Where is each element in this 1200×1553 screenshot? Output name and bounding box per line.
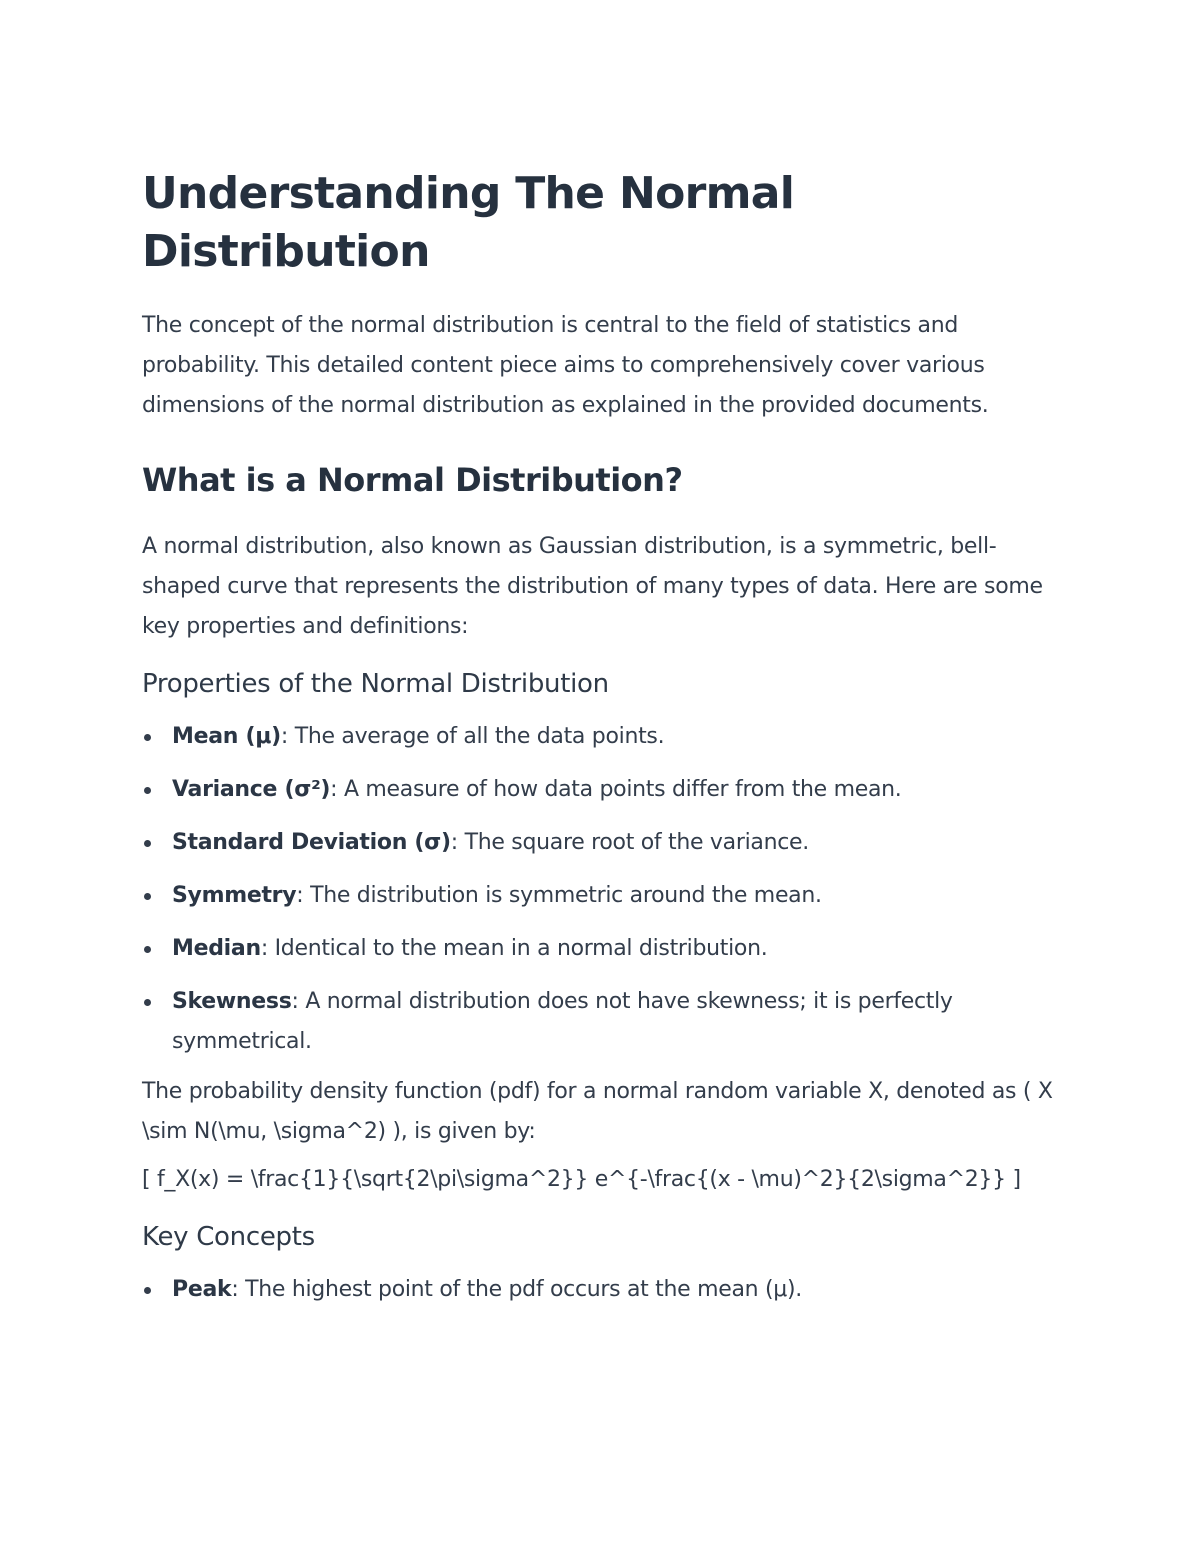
list-item-description: : A normal distribution does not have skewness; it is perfectly symmetrical. [172, 989, 953, 1054]
bullet-icon [144, 734, 151, 741]
pdf-formula: [ f_X(x) = \frac{1}{\sqrt{2\pi\sigma^2}} e^{-\frac{(x - \mu)^2}{2\sigma^2}} ] [142, 1167, 1021, 1192]
list-item-description: : The average of all the data points. [280, 724, 665, 749]
intro-paragraph: The concept of the normal distribution is central to the field of statistics and probability. This detailed content piece aims to comprehensively cover various dimensions of the normal distribution as explained in the provided documents. [142, 313, 989, 418]
properties-list [142, 717, 1060, 1062]
list-item-term: Mean (μ) [172, 724, 281, 749]
section-heading-what-is: What is a Normal Distribution? [142, 461, 683, 499]
page-title: Understanding The Normal Distribution [142, 168, 795, 277]
list-item-term: Skewness [172, 989, 292, 1014]
bullet-icon [144, 787, 151, 794]
key-concepts-list [142, 1270, 1060, 1310]
list-item [142, 982, 1060, 1062]
list-item-term: Peak [172, 1277, 232, 1302]
bullet-icon [144, 999, 151, 1006]
list-item-term: Variance (σ²) [172, 777, 331, 802]
list-item-term: Symmetry [172, 883, 297, 908]
list-item [142, 717, 1060, 757]
list-item [142, 770, 1060, 810]
subheading-properties: Properties of the Normal Distribution [142, 669, 609, 699]
list-item-description: : The highest point of the pdf occurs at the mean (μ). [231, 1277, 802, 1302]
list-item [142, 1270, 1060, 1310]
list-item-term: Standard Deviation (σ) [172, 830, 451, 855]
list-item-description: : A measure of how data points differ from the mean. [330, 777, 902, 802]
list-item-description: : The distribution is symmetric around the mean. [296, 883, 822, 908]
subheading-key-concepts: Key Concepts [142, 1222, 315, 1252]
bullet-icon [144, 946, 151, 953]
bullet-icon [144, 1287, 151, 1294]
list-item-description: : The square root of the variance. [450, 830, 809, 855]
bullet-icon [144, 840, 151, 847]
list-item-description: : Identical to the mean in a normal distribution. [260, 936, 768, 961]
list-item [142, 823, 1060, 863]
bullet-icon [144, 893, 151, 900]
list-item [142, 876, 1060, 916]
list-item [142, 929, 1060, 969]
definition-paragraph: A normal distribution, also known as Gaussian distribution, is a symmetric, bell-shaped curve that represents the distribution of many types of data. Here are some key properties and definitions: [142, 534, 1043, 639]
list-item-term: Median [172, 936, 261, 961]
pdf-paragraph: The probability density function (pdf) for a normal random variable X, denoted as ( X \sim N(\mu, \sigma^2) ), is given by: [142, 1079, 1053, 1144]
